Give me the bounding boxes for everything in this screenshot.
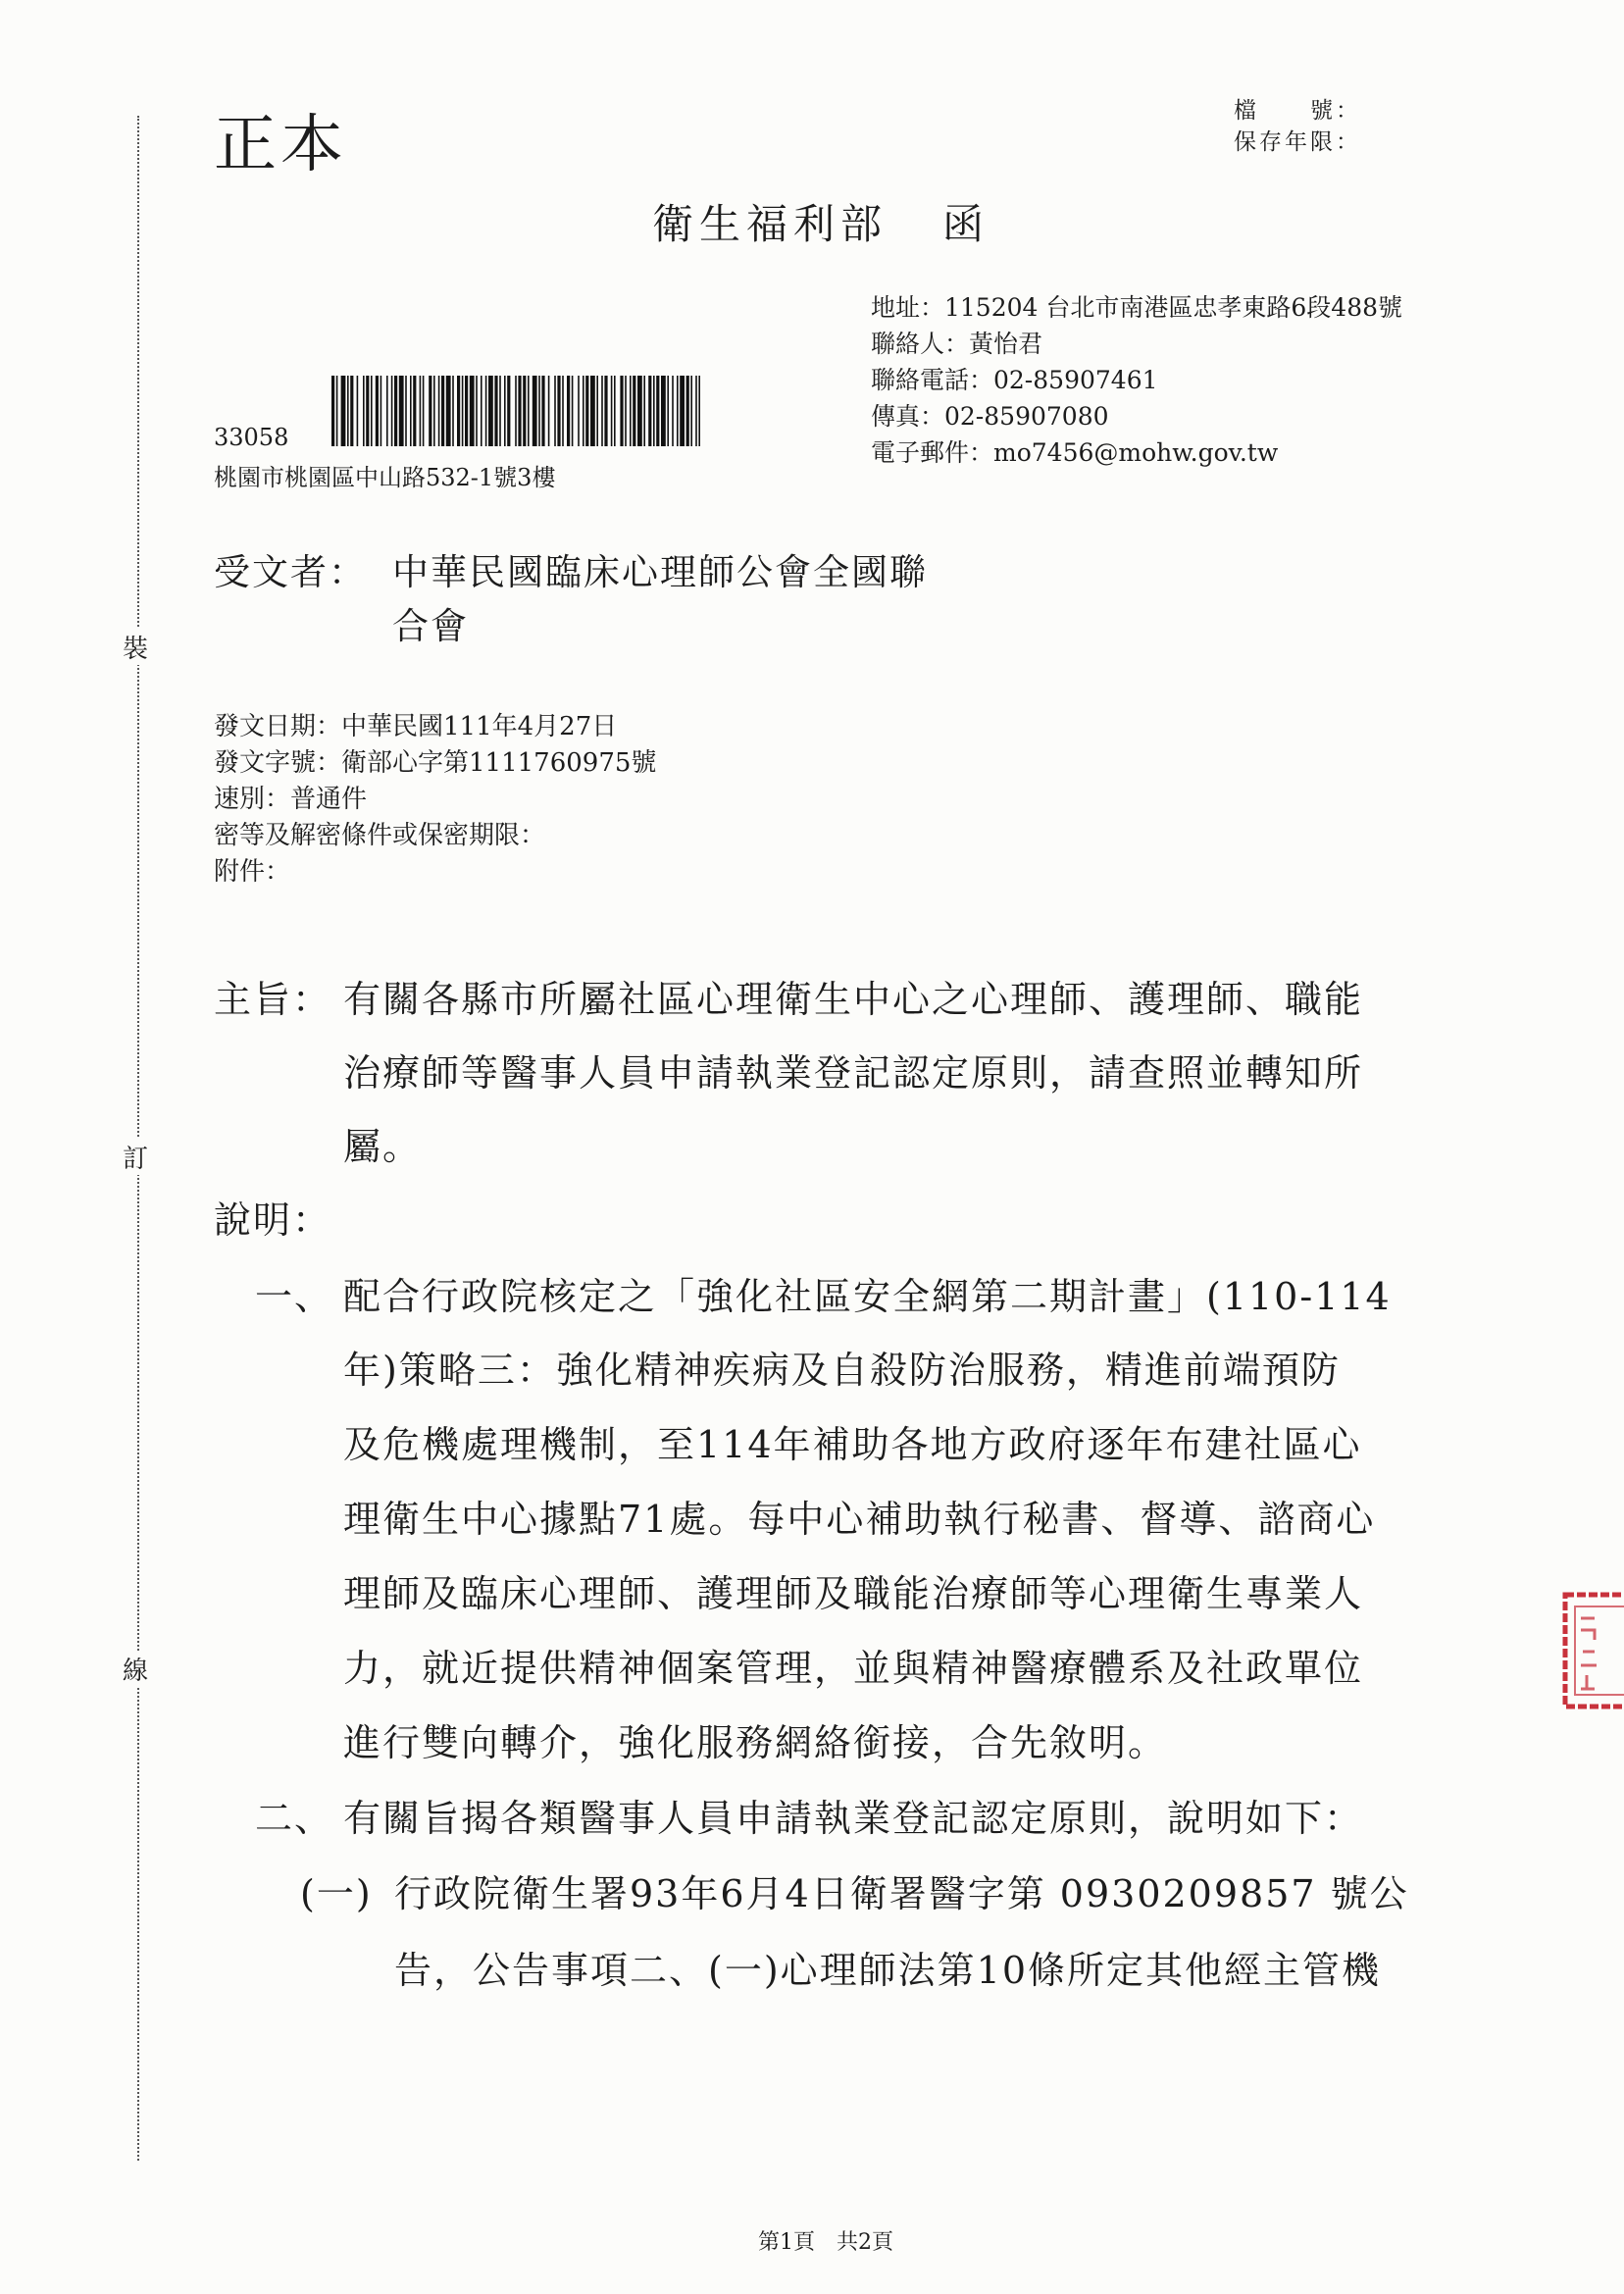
dispatch-speed: 速別：普通件	[214, 785, 368, 814]
binding-mark-3: 線	[123, 1651, 148, 1687]
document-title	[652, 192, 990, 251]
postal-barcode	[331, 376, 700, 446]
subject-line: 屬。	[343, 1125, 423, 1168]
binding-mark-2: 訂	[123, 1139, 148, 1175]
contact-person: 聯絡人：黃怡君	[871, 330, 1043, 358]
explanation-label: 說明：	[214, 1198, 332, 1242]
item-1-line: 力，就近提供精神個案管理，並與精神醫療體系及社政單位	[343, 1647, 1364, 1690]
contact-phone: 聯絡電話：02-85907461	[871, 366, 1158, 394]
contact-fax: 傳真：02-85907080	[871, 402, 1109, 431]
item-1-line: 理衛生中心據點71處。每中心補助執行秘書、督導、諮商心	[343, 1498, 1376, 1541]
item-2-marker: 二、	[255, 1797, 334, 1840]
file-number: 檔 號：	[1234, 98, 1361, 124]
subject-label: 主旨：	[214, 978, 332, 1021]
item-1-marker: 一、	[255, 1275, 334, 1318]
binding-mark-1: 裝	[123, 629, 148, 665]
item-1-line: 及危機處理機制，至114年補助各地方政府逐年布建社區心	[343, 1423, 1362, 1466]
item-1-line: 年)策略三：強化精神疾病及自殺防治服務，精進前端預防	[343, 1349, 1341, 1392]
item-1-line: 理師及臨床心理師、護理師及職能治療師等心理衛生專業人	[343, 1572, 1364, 1615]
subitem-1-marker: (一)	[300, 1872, 373, 1915]
contact-address: 地址：115204 台北市南港區忠孝東路6段488號	[871, 293, 1403, 322]
subitem-1-line: 告，公告事項二、(一)心理師法第10條所定其他經主管機	[394, 1949, 1382, 1992]
subitem-1-line: 行政院衛生署93年6月4日衛署醫字第 0930209857 號公	[394, 1872, 1409, 1915]
receiver-label: 受文者：	[214, 551, 367, 593]
item-1-line: 進行雙向轉介，強化服務網絡銜接，合先敘明。	[343, 1721, 1168, 1764]
copy-mark: 正本	[214, 109, 347, 181]
receiver-name-line-1: 中華民國臨床心理師公會全國聯	[392, 551, 928, 593]
subject-line: 有關各縣市所屬社區心理衛生中心之心理師、護理師、職能	[343, 978, 1364, 1021]
agency-name: 衛生福利部	[652, 200, 888, 248]
seal-stamp-icon	[1559, 1587, 1624, 1714]
contact-email: 電子郵件：mo7456@mohw.gov.tw	[871, 438, 1279, 467]
dispatch-date: 發文日期：中華民國111年4月27日	[214, 712, 618, 741]
page-number: 第1頁 共2頁	[758, 2230, 893, 2255]
postal-code: 33058	[214, 424, 289, 451]
subject-line: 治療師等醫事人員申請執業登記認定原則，請查照並轉知所	[343, 1051, 1364, 1095]
receiver-name-line-2: 合會	[392, 605, 469, 647]
item-2-line: 有關旨揭各類醫事人員申請執業登記認定原則，說明如下：	[343, 1797, 1364, 1840]
dispatch-secrecy: 密等及解密條件或保密期限：	[214, 821, 546, 850]
recipient-street: 桃園市桃園區中山路532-1號3樓	[214, 464, 556, 491]
dispatch-number: 發文字號：衛部心字第1111760975號	[214, 748, 657, 778]
retention-period: 保存年限：	[1234, 129, 1361, 155]
dispatch-attachments: 附件：	[214, 857, 291, 887]
item-1-line: 配合行政院核定之「強化社區安全網第二期計畫」(110-114	[343, 1275, 1392, 1318]
doc-type: 函	[942, 200, 990, 248]
